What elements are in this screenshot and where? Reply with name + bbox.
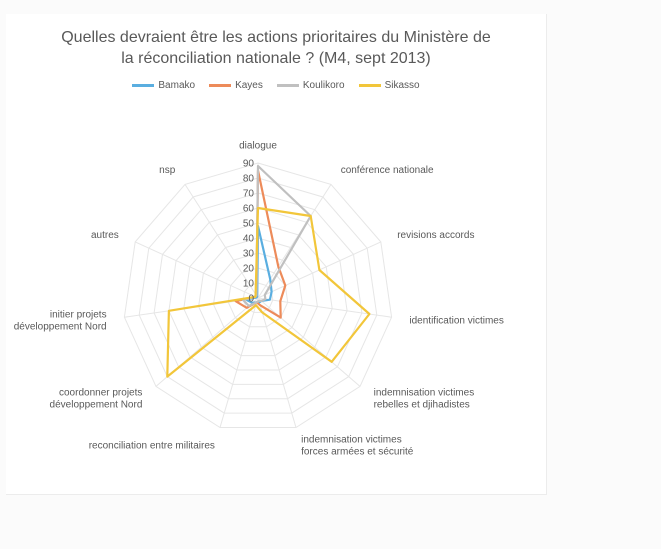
- legend-label-bamako: Bamako: [158, 80, 196, 91]
- axis-label-dialogue: dialogue: [239, 140, 277, 152]
- axis-label-reconciliation-entre-militaires: reconciliation entre militaires: [88, 440, 215, 452]
- tick-label-80: 80: [242, 173, 254, 185]
- legend-label-kayes: Kayes: [235, 80, 263, 91]
- axis-label-indemnisation-victimes-forces-armees-et-securite: indemnisation victimes forces armées et sécurité: [301, 434, 414, 458]
- axis-label-coordonner-projets-developpement-nord: coordonner projets développement Nord: [49, 387, 143, 411]
- spoke-indemnisation-victimes-rebelles-et-djihadistes: [258, 298, 360, 386]
- legend-label-koulikoro: Koulikoro: [302, 80, 345, 91]
- tick-label-40: 40: [242, 233, 254, 245]
- tick-label-70: 70: [242, 188, 254, 200]
- axis-label-identification-victimes: identification victimes: [409, 315, 504, 327]
- tick-label-10: 10: [242, 278, 254, 290]
- tick-label-50: 50: [242, 218, 254, 230]
- tick-label-30: 30: [242, 248, 254, 260]
- axis-label-initier-projets-developpement-nord: initier projets développement Nord: [13, 309, 107, 333]
- axis-label-nsp: nsp: [159, 164, 176, 176]
- tick-label-60: 60: [242, 203, 254, 215]
- axis-label-autres: autres: [91, 229, 119, 241]
- chart-title: Quelles devraient être les actions prioritaires du Ministère de la réconciliation nationale ? (M4, sept 2013): [61, 29, 491, 67]
- legend-label-sikasso: Sikasso: [384, 80, 420, 91]
- tick-label-0: 0: [248, 293, 254, 305]
- series-line-sikasso: [167, 208, 369, 377]
- axis-label-revisions-accords: revisions accords: [397, 229, 475, 241]
- tick-label-20: 20: [242, 263, 254, 275]
- axis-label-indemnisation-victimes-rebelles-et-djihadistes: indemnisation victimes rebelles et djihadistes: [373, 387, 475, 411]
- tick-label-90: 90: [242, 158, 254, 170]
- axis-label-conference-nationale: conférence nationale: [340, 164, 434, 176]
- spoke-identification-victimes: [258, 298, 392, 317]
